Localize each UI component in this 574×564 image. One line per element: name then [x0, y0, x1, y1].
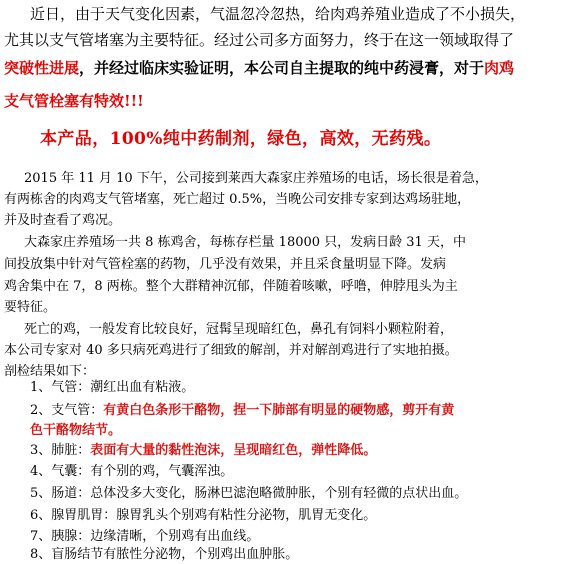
finding-6-text: 腺胃乳头个别鸡有粘性分泌物，肌胃无变化。 [116, 508, 377, 523]
body-line-7: 要特征。 [4, 300, 57, 315]
finding-3 [30, 444, 376, 457]
finding-7 [30, 530, 259, 543]
body-line-5: 间投放集中针对气管栓塞的药物，几乎没有效果，并且采食量明显下降。发病 [4, 257, 447, 272]
intro-line-2: 尤其以支气管堵塞为主要特征。经过公司多方面努力，终于在这一领域取得了 [4, 31, 515, 49]
body-line-10: 剖检结果如下： [4, 364, 96, 379]
intro-line-4: 支气管栓塞有特效!!! [4, 92, 144, 110]
body-line-4: 大森家庄养殖场一共 8 栋鸡舍，每栋存栏量 18000 只，发病日龄 31 天，中 [24, 235, 466, 250]
body-line-9: 本公司专家对 40 多只病死鸡进行了细致的解剖，并对解剖鸡进行了实地拍摄。 [4, 343, 458, 358]
finding-1-label: 1、气管： [30, 380, 91, 395]
finding-6-label: 6、腺胃肌胃： [30, 508, 117, 523]
intro-line-1: 近日，由于天气变化因素，气温忽冷忽热，给肉鸡养殖业造成了不小损失， [30, 5, 526, 23]
body-line-8: 死亡的鸡，一般发育比较良好，冠髯呈现暗红色，鼻孔有饲料小颗粒附着， [24, 322, 454, 337]
body-line-6: 鸡舍集中在 7，8 两栋。整个大群精神沉郁，伴随着咳嗽，呼噜，伸脖甩头为主 [4, 279, 458, 294]
finding-1 [30, 381, 194, 394]
finding-4 [30, 465, 233, 478]
finding-2-continued: 色干酪物结节。 [30, 423, 122, 438]
body-line-3: 并及时查看了鸡况。 [4, 213, 122, 228]
finding-5-text: 总体没多大变化，肠淋巴滤泡略微肿胀，个别有轻微的点状出血。 [90, 486, 468, 501]
finding-2 [30, 404, 454, 417]
finding-5 [30, 487, 467, 500]
finding-7-text: 边缘清晰，个别鸡有出血线。 [90, 529, 260, 544]
finding-5-label: 5、肠道： [30, 486, 91, 501]
broiler-text: 肉鸡 [484, 59, 515, 77]
finding-6 [30, 509, 376, 522]
intro-line-3-text: ，并经过临床实验证明，本公司自主提取的纯中药浸膏，对于 [79, 59, 485, 77]
finding-8: 8、盲肠结节有脓性分泌物，个别鸡出血肿胀。 [30, 547, 299, 562]
finding-2-label: 2、支气管： [30, 403, 104, 418]
finding-7-label: 7、胰腺： [30, 529, 91, 544]
body-line-1: 2015 年 11 月 10 下午，公司接到莱西大森家庄养殖场的电话，场长很是着急， [24, 171, 488, 186]
finding-3-label: 3、肺脏： [30, 443, 91, 458]
headline: 本产品，100%纯中药制剂，绿色，高效，无药残。 [40, 129, 442, 149]
body-line-2: 有两栋舍的肉鸡支气管堵塞，死亡超过 0.5%，当晚公司安排专家到达鸡场驻地， [4, 192, 471, 207]
finding-2-text: 有黄白色条形干酪物，捏一下肺部有明显的硬物感，剪开有黄 [103, 403, 455, 418]
breakthrough-text: 突破性进展 [4, 59, 80, 77]
finding-4-label: 4、气囊： [30, 464, 91, 479]
intro-line-3 [4, 61, 514, 76]
finding-3-text: 表面有大量的黏性泡沫，呈现暗红色，弹性降低。 [90, 443, 377, 458]
finding-4-text: 有个别的鸡，气囊浑浊。 [90, 464, 234, 479]
finding-1-text: 潮红出血有粘液。 [90, 380, 195, 395]
